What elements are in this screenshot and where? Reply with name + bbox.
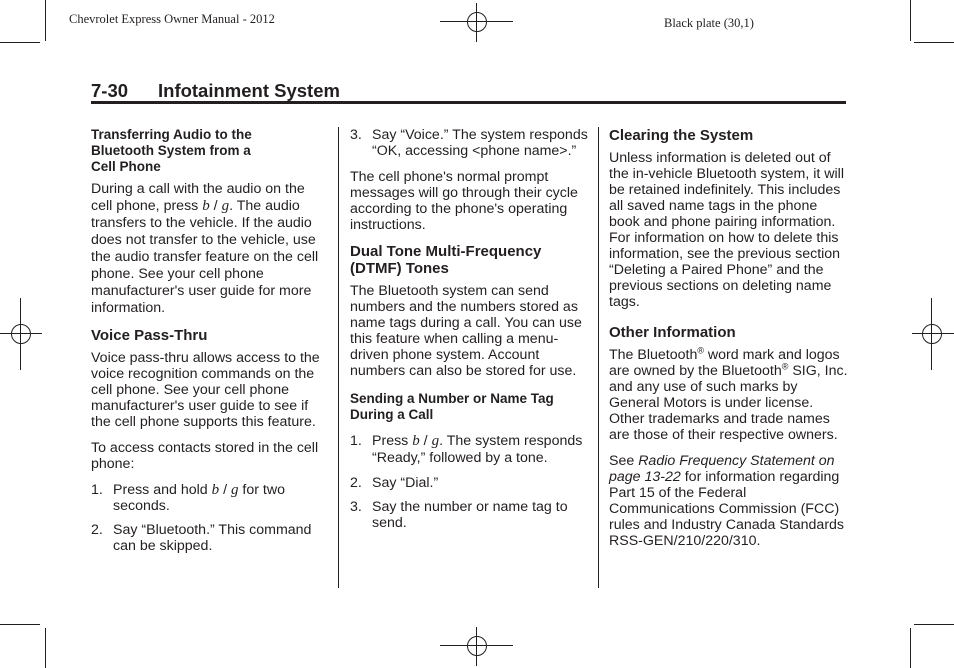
list-item: 2. Say “Dial.”	[350, 475, 439, 491]
list-item: 2. Say “Bluetooth.” This command can be skipped.	[91, 522, 312, 554]
column-3	[609, 127, 849, 559]
voice-pass-thru-heading: Voice Pass-Thru	[91, 327, 208, 344]
other-info-heading: Other Information	[609, 324, 736, 341]
list-item: 1. Press and hold b / g for two seconds.	[91, 482, 285, 514]
registered-mark: ®	[697, 345, 704, 356]
dtmf-heading: Dual Tone Multi-Frequency (DTMF) Tones	[350, 243, 542, 277]
crop-mark	[0, 624, 40, 625]
dtmf-paragraph: The Bluetooth system can send numbers and the numbers stored as name tags during a call. You can use this feature when calling a menu-driven phone system. Account numbers can also be stored for use.	[350, 283, 582, 379]
column-1	[91, 127, 329, 562]
send-number-heading: Sending a Number or Name Tag During a Call	[350, 391, 554, 422]
list-item: 3. Say “Voice.” The system responds “OK, accessing <phone name>.”	[350, 127, 588, 159]
section-title: Infotainment System	[158, 80, 340, 101]
section-number: 7-30	[91, 80, 129, 101]
plate-label: Black plate (30,1)	[664, 16, 754, 30]
voice-pass-thru-paragraph: Voice pass-thru allows access to the voice recognition commands on the cell phone. See your cell phone manufacturer's user guide to see if the cell phone supports this feature.	[91, 350, 320, 430]
crop-mark	[910, 0, 911, 41]
crop-mark	[910, 628, 911, 668]
transfer-audio-heading: Transferring Audio to the Bluetooth System from a Cell Phone	[91, 127, 252, 174]
cross-reference: Radio Frequency Statement on page 13-22	[609, 453, 835, 485]
see-reference-paragraph: See Radio Frequency Statement on page 13-22 for information regarding Part 15 of the Federal Communications Commission (FCC) rules and Industry Canada Standards RSS-GEN/210/220/310.	[609, 453, 845, 549]
column-2	[350, 127, 588, 539]
contacts-paragraph: To access contacts stored in the cell phone:	[91, 440, 319, 472]
other-info-paragraph: The Bluetooth® word mark and logos are owned by the Bluetooth® SIG, Inc. and any use of such marks by General Motors is under license. Other trademarks and trade names are those of their respective owners.	[609, 345, 848, 443]
transfer-audio-paragraph: During a call with the audio on the cell phone, press b / g. The audio transfers to the vehicle. If the audio does not transfer to the vehicle, use the audio transfer feature on the cell phone. See your cell phone manufacturer's user guide for more information.	[91, 181, 319, 316]
column-divider	[598, 127, 599, 588]
clearing-paragraph: Unless information is deleted out of the in-vehicle Bluetooth system, it will be retained indefinitely. This includes all saved name tags in the phone book and phone pairing information. For information on how to delete this information, see the previous section “Deleting a Paired Phone” and the previous sections on deleting name tags.	[609, 150, 844, 310]
title-rule	[91, 101, 846, 104]
list-item: 1. Press b / g. The system responds “Ready,” followed by a tone.	[350, 433, 583, 466]
phone-icon: b	[202, 198, 210, 214]
phone-icon: b	[412, 433, 420, 449]
column-divider	[338, 127, 339, 588]
prompt-paragraph: The cell phone's normal prompt messages will go through their cycle according to the phone's operating instructions.	[350, 169, 578, 233]
crop-mark	[45, 0, 46, 41]
crop-mark	[45, 628, 46, 668]
clearing-heading: Clearing the System	[609, 127, 754, 144]
page-title	[91, 80, 340, 102]
crop-mark	[914, 42, 954, 43]
voice-recognition-icon: g	[431, 433, 440, 449]
crop-mark	[0, 42, 40, 43]
voice-recognition-icon: g	[221, 198, 230, 214]
voice-recognition-icon: g	[230, 482, 239, 498]
registered-mark: ®	[781, 361, 789, 372]
crop-mark	[914, 624, 954, 625]
phone-icon: b	[211, 482, 220, 498]
manual-title: Chevrolet Express Owner Manual - 2012	[69, 12, 275, 26]
list-item: 3. Say the number or name tag to send.	[350, 499, 568, 531]
